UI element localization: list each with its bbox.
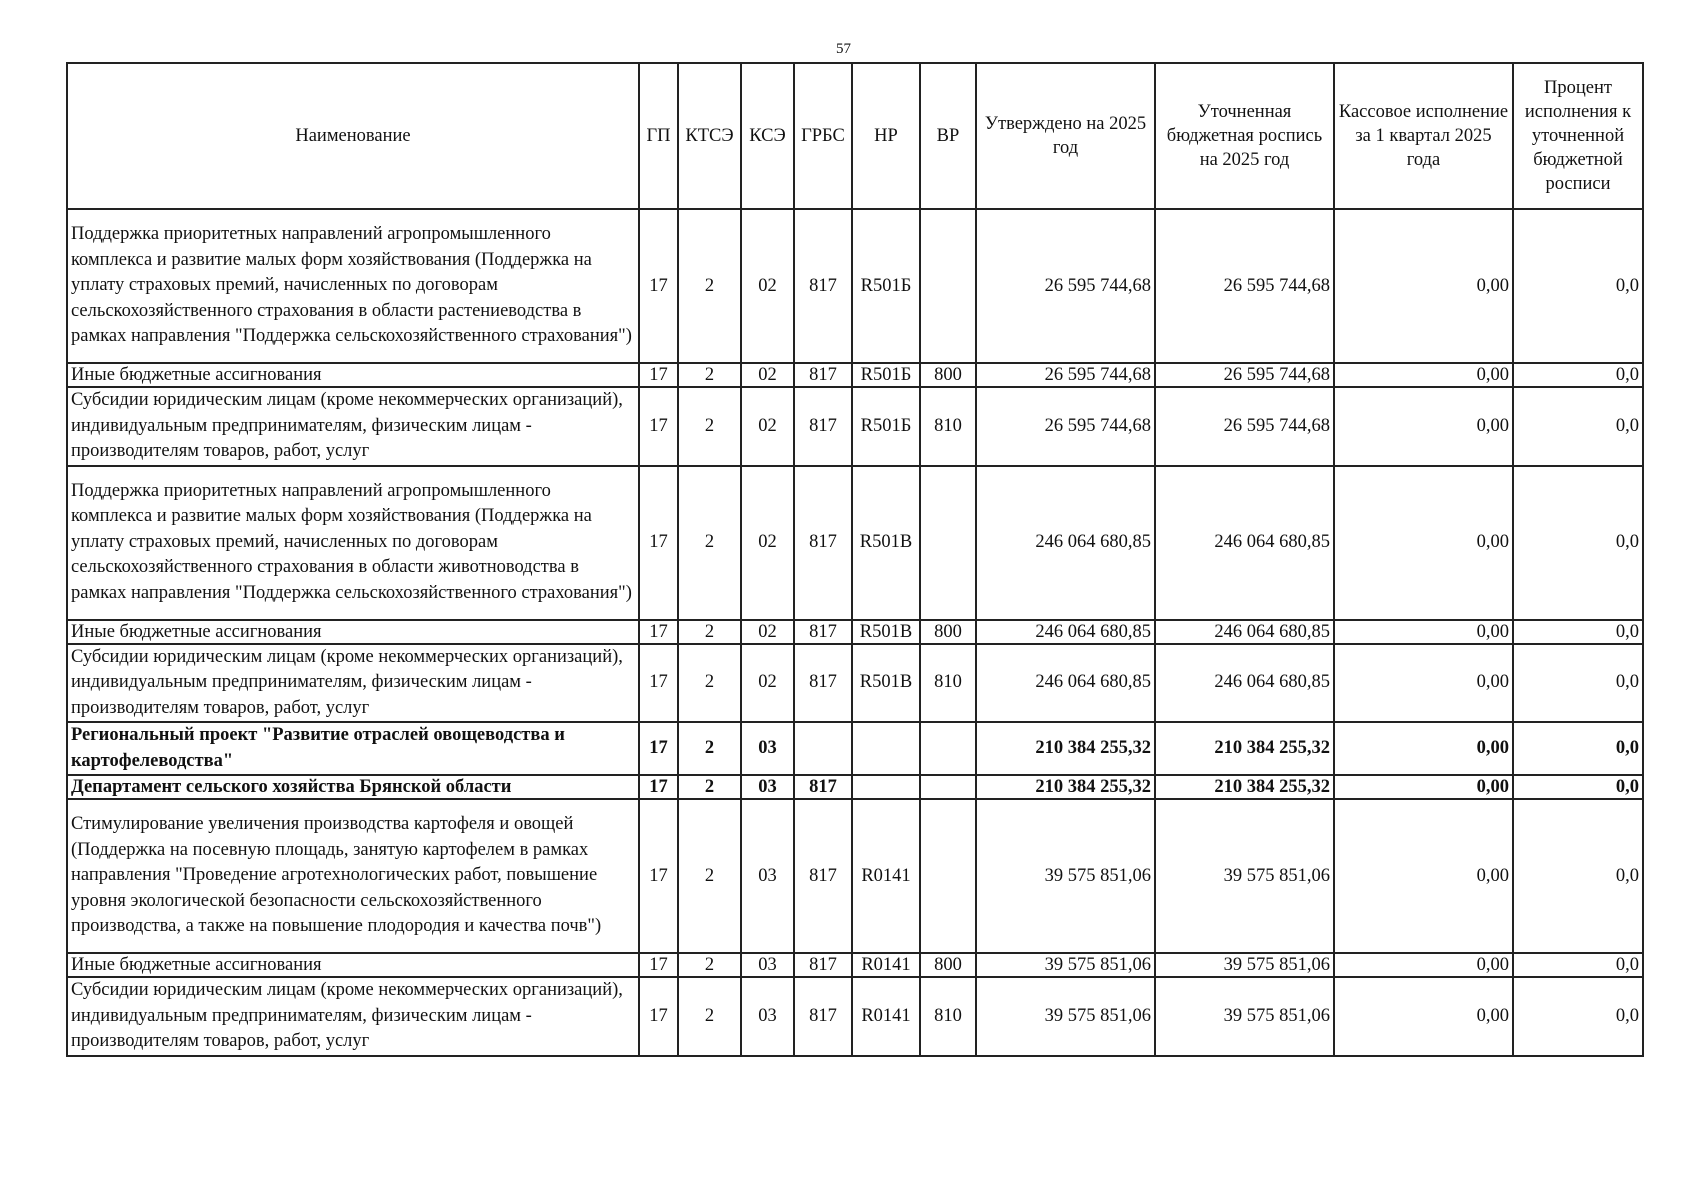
- row-refined: 210 384 255,32: [1155, 722, 1334, 775]
- table-row: [67, 644, 1643, 723]
- header-percent: Процент исполнения к уточненной бюджетной росписи: [1513, 63, 1643, 209]
- row-gp: 17: [639, 977, 678, 1056]
- row-grbs: 817: [794, 209, 852, 363]
- row-cash: 0,00: [1334, 387, 1513, 466]
- row-ktse: 2: [678, 644, 741, 723]
- row-refined: 26 595 744,68: [1155, 209, 1334, 363]
- row-vr: 800: [920, 620, 976, 644]
- row-kse: 03: [741, 799, 794, 953]
- row-nr: R501В: [852, 644, 920, 723]
- row-refined: 26 595 744,68: [1155, 387, 1334, 466]
- row-approved: 246 064 680,85: [976, 644, 1155, 723]
- header-refined: Уточненная бюджетная роспись на 2025 год: [1155, 63, 1334, 209]
- row-grbs: 817: [794, 977, 852, 1056]
- row-vr: [920, 466, 976, 620]
- row-nr: R0141: [852, 953, 920, 977]
- row-nr: R501Б: [852, 363, 920, 387]
- row-percent: 0,0: [1513, 775, 1643, 799]
- row-approved: 210 384 255,32: [976, 775, 1155, 799]
- header-gp: ГП: [639, 63, 678, 209]
- row-grbs: 817: [794, 620, 852, 644]
- header-row: [67, 63, 1643, 209]
- row-gp: 17: [639, 387, 678, 466]
- row-ktse: 2: [678, 775, 741, 799]
- row-nr: [852, 722, 920, 775]
- row-refined: 39 575 851,06: [1155, 977, 1334, 1056]
- row-nr: R501Б: [852, 387, 920, 466]
- row-cash: 0,00: [1334, 977, 1513, 1056]
- row-name: Поддержка приоритетных направлений агропромышленного комплекса и развитие малых форм хозяйствования (Поддержка на уплату страховых премий, начисленных по договорам сельскохозяйственного страхования в области растениеводства в рамках направления "Поддержка сельскохозяйственного страхования"): [67, 209, 639, 363]
- row-cash: 0,00: [1334, 722, 1513, 775]
- row-gp: 17: [639, 466, 678, 620]
- row-percent: 0,0: [1513, 466, 1643, 620]
- row-refined: 246 064 680,85: [1155, 620, 1334, 644]
- row-kse: 03: [741, 977, 794, 1056]
- row-name: Иные бюджетные ассигнования: [67, 620, 639, 644]
- row-percent: 0,0: [1513, 209, 1643, 363]
- row-vr: [920, 209, 976, 363]
- table-row: [67, 775, 1643, 799]
- table-row: [67, 953, 1643, 977]
- row-percent: 0,0: [1513, 953, 1643, 977]
- row-cash: 0,00: [1334, 953, 1513, 977]
- row-cash: 0,00: [1334, 466, 1513, 620]
- row-gp: 17: [639, 799, 678, 953]
- row-gp: 17: [639, 953, 678, 977]
- row-grbs: 817: [794, 387, 852, 466]
- row-approved: 26 595 744,68: [976, 209, 1155, 363]
- header-nr: НР: [852, 63, 920, 209]
- table-row: [67, 722, 1643, 775]
- row-name: Региональный проект "Развитие отраслей овощеводства и картофелеводства": [67, 722, 639, 775]
- row-kse: 02: [741, 363, 794, 387]
- row-ktse: 2: [678, 209, 741, 363]
- row-name: Субсидии юридическим лицам (кроме некоммерческих организаций), индивидуальным предпринимателям, физическим лицам - производителям товаров, работ, услуг: [67, 644, 639, 723]
- row-approved: 246 064 680,85: [976, 620, 1155, 644]
- row-nr: R0141: [852, 799, 920, 953]
- row-grbs: 817: [794, 466, 852, 620]
- row-nr: R501Б: [852, 209, 920, 363]
- row-approved: 210 384 255,32: [976, 722, 1155, 775]
- row-approved: 39 575 851,06: [976, 799, 1155, 953]
- table-row: [67, 799, 1643, 953]
- header-ktse: КТСЭ: [678, 63, 741, 209]
- row-kse: 03: [741, 953, 794, 977]
- header-approved: Утверждено на 2025 год: [976, 63, 1155, 209]
- row-percent: 0,0: [1513, 977, 1643, 1056]
- row-name: Иные бюджетные ассигнования: [67, 953, 639, 977]
- row-name: Иные бюджетные ассигнования: [67, 363, 639, 387]
- header-grbs: ГРБС: [794, 63, 852, 209]
- row-cash: 0,00: [1334, 775, 1513, 799]
- row-vr: 810: [920, 977, 976, 1056]
- row-name: Департамент сельского хозяйства Брянской области: [67, 775, 639, 799]
- row-grbs: 817: [794, 953, 852, 977]
- row-ktse: 2: [678, 799, 741, 953]
- row-percent: 0,0: [1513, 799, 1643, 953]
- row-percent: 0,0: [1513, 644, 1643, 723]
- table-row: [67, 387, 1643, 466]
- table-row: [67, 209, 1643, 363]
- row-ktse: 2: [678, 466, 741, 620]
- row-cash: 0,00: [1334, 209, 1513, 363]
- row-kse: 02: [741, 466, 794, 620]
- row-approved: 39 575 851,06: [976, 953, 1155, 977]
- row-nr: R0141: [852, 977, 920, 1056]
- table-row: [67, 977, 1643, 1056]
- row-kse: 02: [741, 644, 794, 723]
- row-vr: 810: [920, 644, 976, 723]
- row-refined: 246 064 680,85: [1155, 644, 1334, 723]
- table-row: [67, 466, 1643, 620]
- row-ktse: 2: [678, 620, 741, 644]
- row-grbs: [794, 722, 852, 775]
- row-refined: 39 575 851,06: [1155, 799, 1334, 953]
- row-name: Поддержка приоритетных направлений агропромышленного комплекса и развитие малых форм хозяйствования (Поддержка на уплату страховых премий, начисленных по договорам сельскохозяйственного страхования в области животноводства в рамках направления "Поддержка сельскохозяйственного страхования"): [67, 466, 639, 620]
- row-cash: 0,00: [1334, 363, 1513, 387]
- row-refined: 210 384 255,32: [1155, 775, 1334, 799]
- row-percent: 0,0: [1513, 387, 1643, 466]
- row-grbs: 817: [794, 644, 852, 723]
- row-nr: [852, 775, 920, 799]
- header-vr: ВР: [920, 63, 976, 209]
- row-grbs: 817: [794, 775, 852, 799]
- header-kse: КСЭ: [741, 63, 794, 209]
- row-refined: 246 064 680,85: [1155, 466, 1334, 620]
- row-ktse: 2: [678, 722, 741, 775]
- header-name: Наименование: [67, 63, 639, 209]
- row-nr: R501В: [852, 466, 920, 620]
- row-percent: 0,0: [1513, 363, 1643, 387]
- row-kse: 02: [741, 620, 794, 644]
- table-row: [67, 620, 1643, 644]
- row-ktse: 2: [678, 977, 741, 1056]
- row-refined: 26 595 744,68: [1155, 363, 1334, 387]
- row-ktse: 2: [678, 363, 741, 387]
- row-kse: 03: [741, 722, 794, 775]
- row-vr: 800: [920, 363, 976, 387]
- row-percent: 0,0: [1513, 722, 1643, 775]
- row-ktse: 2: [678, 387, 741, 466]
- budget-table: [66, 62, 1644, 1057]
- row-kse: 02: [741, 387, 794, 466]
- row-cash: 0,00: [1334, 799, 1513, 953]
- table-row: [67, 363, 1643, 387]
- row-vr: 810: [920, 387, 976, 466]
- row-grbs: 817: [794, 799, 852, 953]
- row-kse: 03: [741, 775, 794, 799]
- row-approved: 26 595 744,68: [976, 387, 1155, 466]
- row-gp: 17: [639, 209, 678, 363]
- row-name: Субсидии юридическим лицам (кроме некоммерческих организаций), индивидуальным предпринимателям, физическим лицам - производителям товаров, работ, услуг: [67, 387, 639, 466]
- row-approved: 246 064 680,85: [976, 466, 1155, 620]
- row-name: Стимулирование увеличения производства картофеля и овощей (Поддержка на посевную площадь, занятую картофелем в рамках направления "Проведение агротехнологических работ, повышение уровня экологической безопасности сельскохозяйственного производства, а также на повышение плодородия и качества почв"): [67, 799, 639, 953]
- row-nr: R501В: [852, 620, 920, 644]
- row-vr: [920, 722, 976, 775]
- page-number: 57: [836, 41, 851, 57]
- row-gp: 17: [639, 620, 678, 644]
- row-vr: 800: [920, 953, 976, 977]
- row-gp: 17: [639, 722, 678, 775]
- row-ktse: 2: [678, 953, 741, 977]
- row-approved: 39 575 851,06: [976, 977, 1155, 1056]
- row-vr: [920, 775, 976, 799]
- row-approved: 26 595 744,68: [976, 363, 1155, 387]
- row-refined: 39 575 851,06: [1155, 953, 1334, 977]
- row-name: Субсидии юридическим лицам (кроме некоммерческих организаций), индивидуальным предпринимателям, физическим лицам - производителям товаров, работ, услуг: [67, 977, 639, 1056]
- row-cash: 0,00: [1334, 644, 1513, 723]
- row-gp: 17: [639, 644, 678, 723]
- row-kse: 02: [741, 209, 794, 363]
- row-cash: 0,00: [1334, 620, 1513, 644]
- row-gp: 17: [639, 363, 678, 387]
- row-gp: 17: [639, 775, 678, 799]
- row-vr: [920, 799, 976, 953]
- header-cash: Кассовое исполнение за 1 квартал 2025 года: [1334, 63, 1513, 209]
- row-percent: 0,0: [1513, 620, 1643, 644]
- row-grbs: 817: [794, 363, 852, 387]
